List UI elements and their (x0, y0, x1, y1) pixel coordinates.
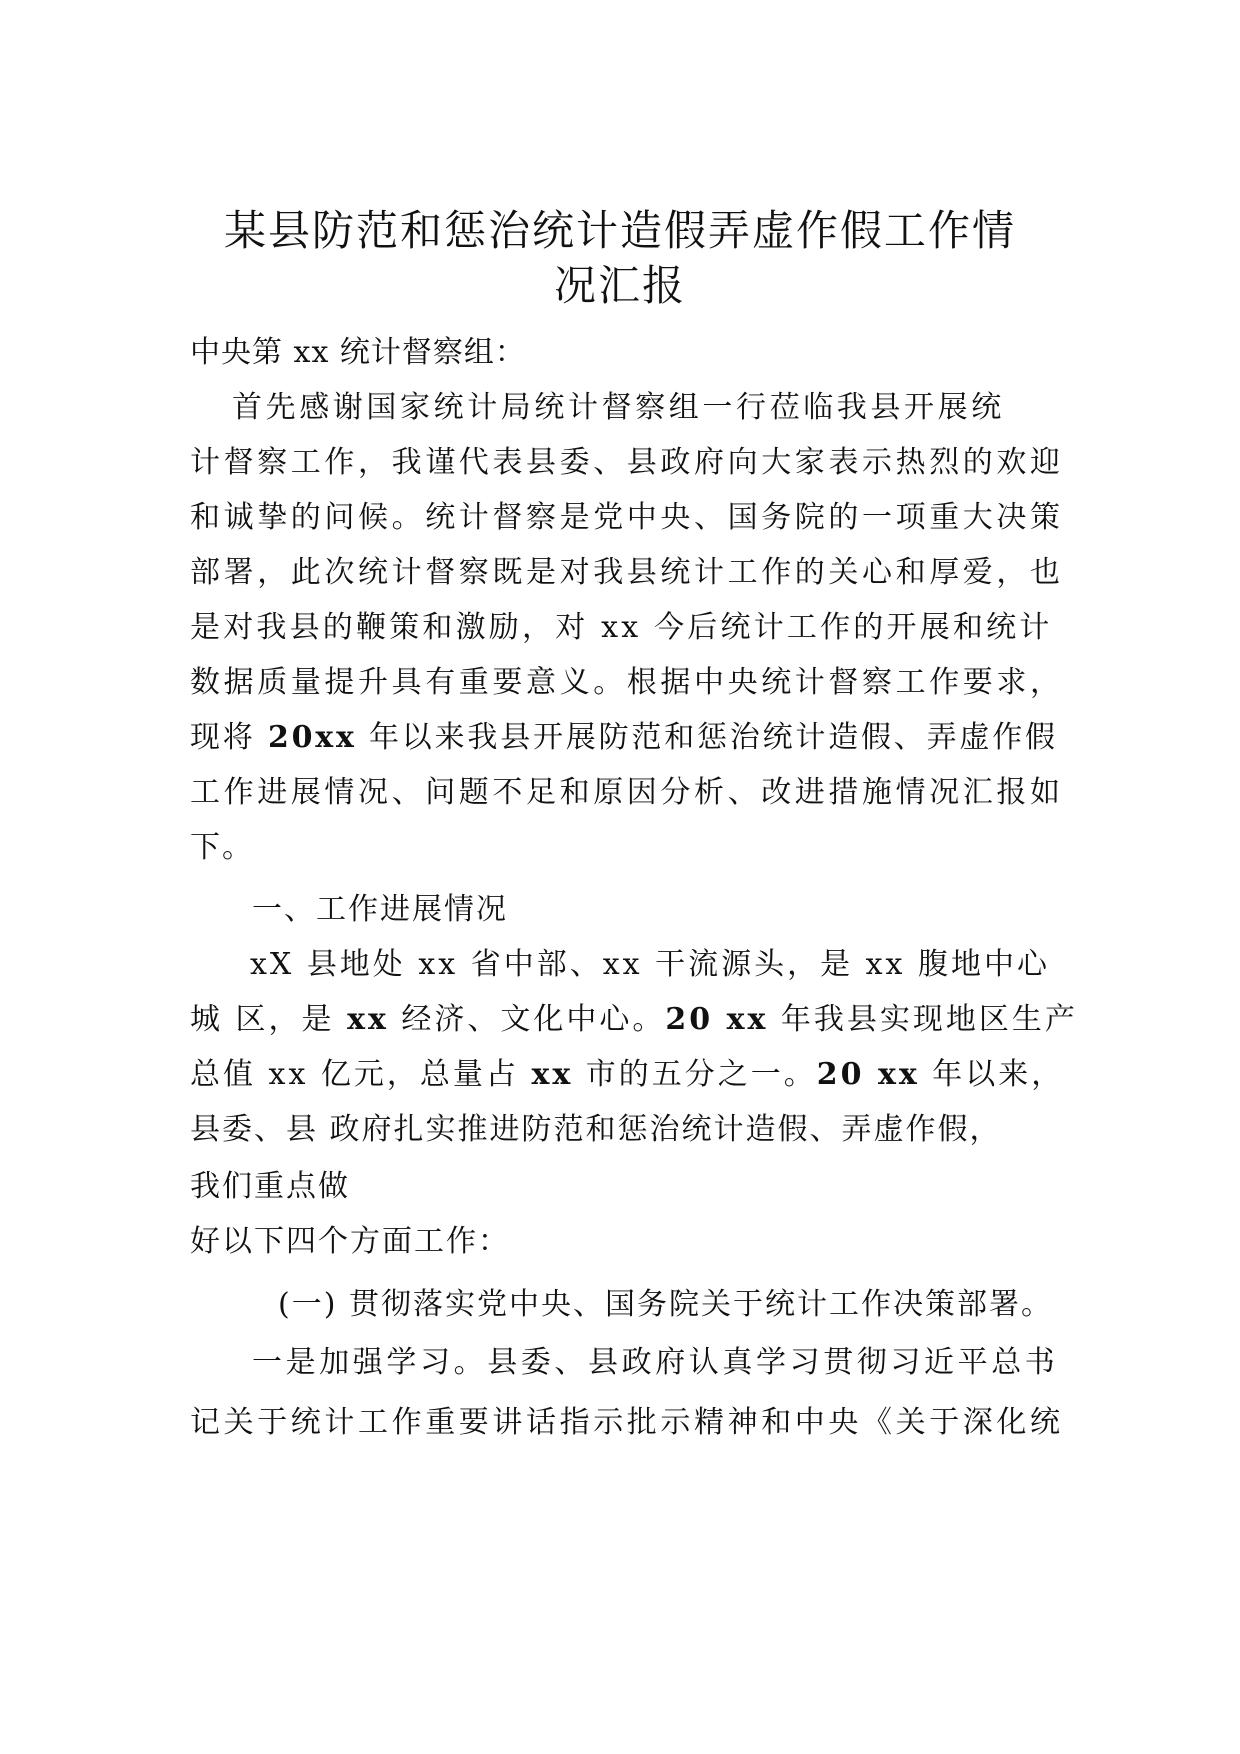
salutation: 中央第 xx 统计督察组： (190, 335, 526, 370)
document-title-line-1: 某县防范和惩治统计造假弄虚作假工作情 (223, 206, 1016, 255)
paragraph-2-line-1: xX 县地处 xx 省中部、xx 干流源头，是 xx 腹地中心 (250, 947, 1051, 982)
paragraph-2-line-3: 总值 xx 亿元，总量占 xx 市的五分之一。20 xx 年以来， (190, 1057, 1065, 1092)
paragraph-1-line-2: 计督察工作，我谨代表县委、县政府向大家表示热烈的欢迎 (190, 445, 1064, 480)
paragraph-2-line-2: 城 区，是 xx 经济、文化中心。20 xx 年我县实现地区生产 (190, 1002, 1078, 1037)
paragraph-2-line-6: 好以下四个方面工作： (190, 1224, 510, 1259)
section-heading-1: 一、工作进展情况 (252, 892, 508, 927)
paragraph-1-line-9: 下。 (190, 830, 254, 865)
document-title-line-2: 况汇报 (553, 261, 686, 310)
paragraph-2-line-5: 我们重点做 (190, 1169, 350, 1204)
paragraph-1-line-6: 数据质量提升具有重要意义。根据中央统计督察工作要求， (190, 665, 1064, 700)
paragraph-1-line-3: 和诚挚的问候。统计督察是党中央、国务院的一项重大决策 (190, 500, 1064, 535)
paragraph-3-line-2: 记关于统计工作重要讲话指示批示精神和中央《关于深化统 (190, 1405, 1064, 1440)
paragraph-1-line-4: 部署，此次统计督察既是对我县统计工作的关心和厚爱，也 (190, 555, 1064, 590)
paragraph-2-line-4: 县委、县 政府扎实推进防范和惩治统计造假、弄虚作假， (190, 1112, 1002, 1147)
paragraph-1-line-1: 首先感谢国家统计局统计督察组一行莅临我县开展统 (232, 390, 1005, 425)
paragraph-1-line-8: 工作进展情况、问题不足和原因分析、改进措施情况汇报如 (190, 775, 1064, 810)
paragraph-3-line-1: 一是加强学习。县委、县政府认真学习贯彻习近平总书 (252, 1345, 1059, 1380)
paragraph-1-line-7: 现将 20xx 年以来我县开展防范和惩治统计造假、弄虚作假 (190, 720, 1058, 755)
subheading-1: (一) 贯彻落实党中央、国务院关于统计工作决策部署。 (278, 1287, 1053, 1322)
paragraph-1-line-5: 是对我县的鞭策和激励，对 xx 今后统计工作的开展和统计 (190, 610, 1053, 645)
